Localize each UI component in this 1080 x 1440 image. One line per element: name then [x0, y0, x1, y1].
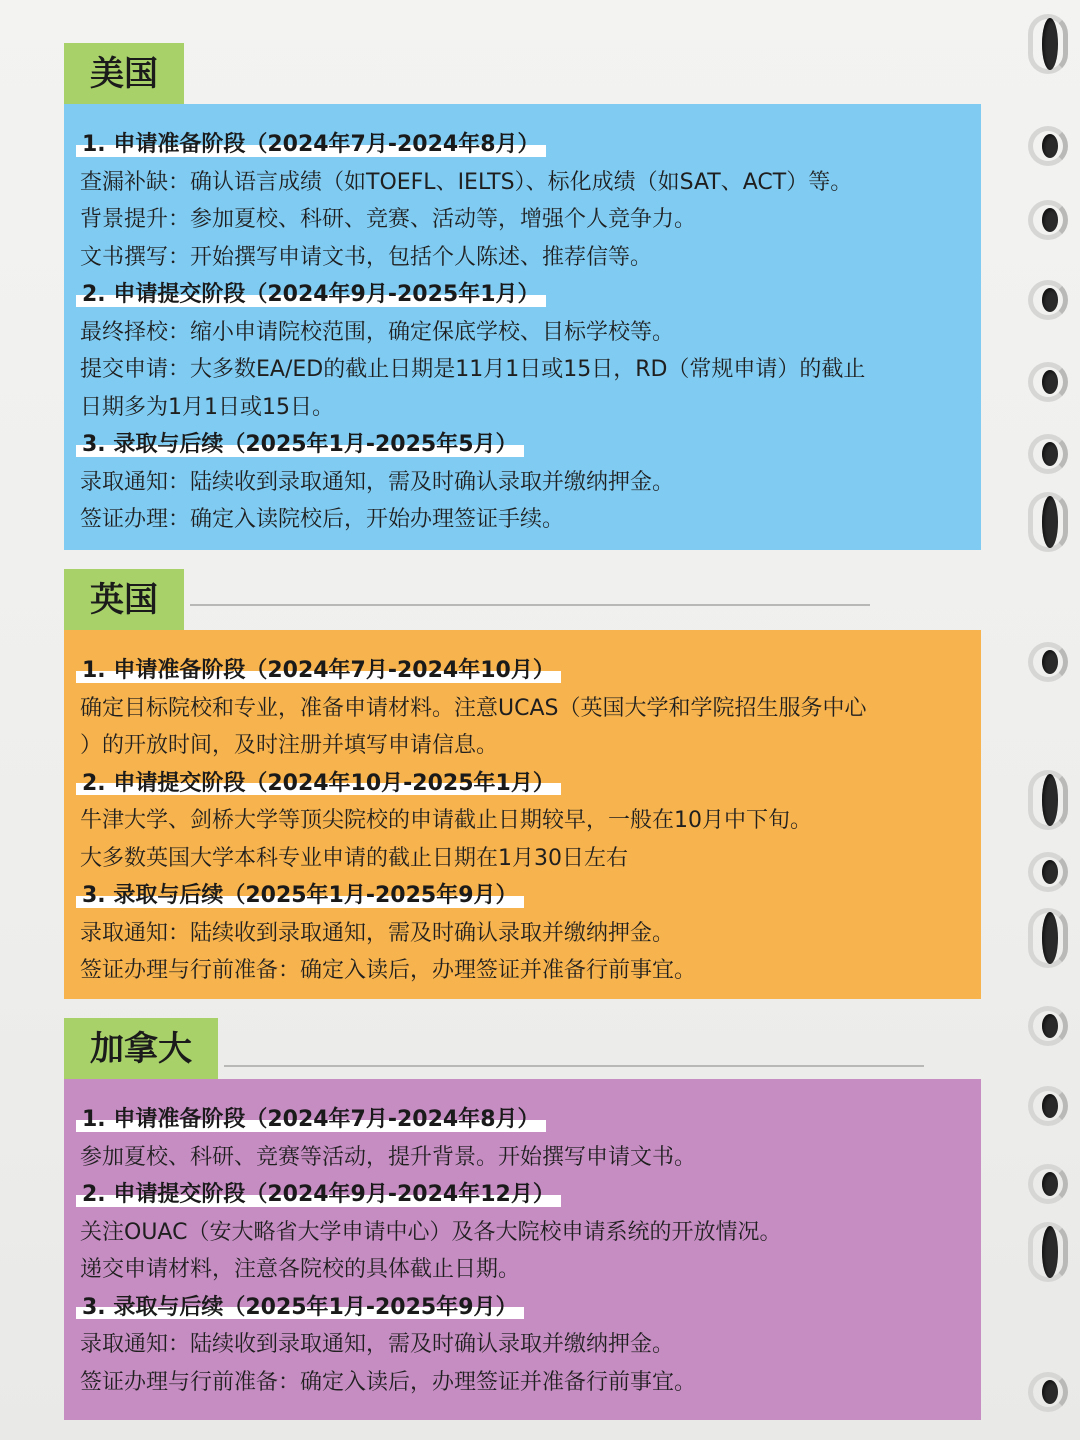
stage-line: 文书撰写：开始撰写申请文书，包括个人陈述、推荐信等。: [80, 244, 653, 270]
spiral-binding-ring-icon: [1028, 1164, 1072, 1204]
stage-heading: 1. 申请准备阶段（2024年7月-2024年8月）: [80, 1101, 542, 1139]
divider-line: [224, 1065, 924, 1067]
spiral-binding-ring-icon: [1028, 126, 1072, 166]
stage-heading: 1. 申请准备阶段（2024年7月-2024年8月）: [80, 126, 542, 164]
spiral-binding-ring-icon: [1028, 492, 1072, 532]
stage-line: 最终择校：缩小申请院校范围，确定保底学校、目标学校等。: [80, 319, 675, 345]
stage-line: 日期多为1月1日或15日。: [80, 394, 334, 420]
stage-heading: 2. 申请提交阶段（2024年9月-2025年1月）: [80, 276, 542, 314]
stage-line: 关注OUAC（安大略省大学申请中心）及各大院校申请系统的开放情况。: [80, 1219, 782, 1245]
spiral-binding-ring-icon: [1028, 434, 1072, 474]
section-card-canada: [64, 1079, 981, 1420]
divider-line: [190, 604, 870, 606]
stage-line: 大多数英国大学本科专业申请的截止日期在1月30日左右: [80, 845, 628, 871]
stage-line: 签证办理与行前准备：确定入读后，办理签证并准备行前事宜。: [80, 958, 697, 983]
stage-heading: 2. 申请提交阶段（2024年9月-2024年12月）: [80, 1176, 557, 1214]
stage-line: 录取通知：陆续收到录取通知，需及时确认录取并缴纳押金。: [80, 920, 675, 946]
spiral-binding-ring-icon: [1028, 770, 1072, 810]
stage-line: 确定目标院校和专业，准备申请材料。注意UCAS（英国大学和学院招生服务中心: [80, 695, 867, 721]
spiral-binding-ring-icon: [1028, 642, 1072, 682]
stage-line: 背景提升：参加夏校、科研、竞赛、活动等，增强个人竞争力。: [80, 207, 697, 232]
spiral-binding-ring-icon: [1028, 1222, 1072, 1262]
spiral-binding-ring-icon: [1028, 14, 1072, 54]
stage-line: ）的开放时间，及时注册并填写申请信息。: [80, 733, 499, 758]
spiral-binding-ring-icon: [1028, 362, 1072, 402]
stage-line: 录取通知：陆续收到录取通知，需及时确认录取并缴纳押金。: [80, 469, 675, 495]
section-title-canada: 加拿大: [64, 1018, 218, 1080]
stage-line: 牛津大学、剑桥大学等顶尖院校的申请截止日期较早，一般在10月中下旬。: [80, 808, 812, 833]
stage-line: 查漏补缺：确认语言成绩（如TOEFL、IELTS）、标化成绩（如SAT、ACT）等。: [80, 169, 853, 195]
spiral-binding-ring-icon: [1028, 852, 1072, 892]
stage-heading: 3. 录取与后续（2025年1月-2025年9月）: [80, 877, 520, 915]
stage-line: 提交申请：大多数EA/ED的截止日期是11月1日或15日，RD（常规申请）的截止: [80, 357, 866, 382]
stage-line: 签证办理与行前准备：确定入读后，办理签证并准备行前事宜。: [80, 1369, 697, 1395]
stage-line: 录取通知：陆续收到录取通知，需及时确认录取并缴纳押金。: [80, 1332, 675, 1357]
section-card-uk: [64, 630, 981, 999]
section-card-usa: [64, 104, 981, 550]
spiral-binding-ring-icon: [1028, 1006, 1072, 1046]
spiral-binding-ring-icon: [1028, 200, 1072, 240]
stage-line: 参加夏校、科研、竞赛等活动，提升背景。开始撰写申请文书。: [80, 1144, 697, 1170]
stage-heading: 2. 申请提交阶段（2024年10月-2025年1月）: [80, 765, 557, 803]
spiral-binding: [1000, 0, 1080, 1440]
section-title-uk: 英国: [64, 569, 184, 631]
spiral-binding-ring-icon: [1028, 280, 1072, 320]
section-title-usa: 美国: [64, 43, 184, 105]
spiral-binding-ring-icon: [1028, 908, 1072, 948]
stage-heading: 1. 申请准备阶段（2024年7月-2024年10月）: [80, 652, 557, 690]
stage-heading: 3. 录取与后续（2025年1月-2025年9月）: [80, 1289, 520, 1327]
stage-heading: 3. 录取与后续（2025年1月-2025年5月）: [80, 426, 520, 464]
stage-line: 递交申请材料，注意各院校的具体截止日期。: [80, 1257, 521, 1282]
stage-line: 签证办理：确定入读院校后，开始办理签证手续。: [80, 507, 565, 532]
spiral-binding-ring-icon: [1028, 1372, 1072, 1412]
spiral-binding-ring-icon: [1028, 1086, 1072, 1126]
